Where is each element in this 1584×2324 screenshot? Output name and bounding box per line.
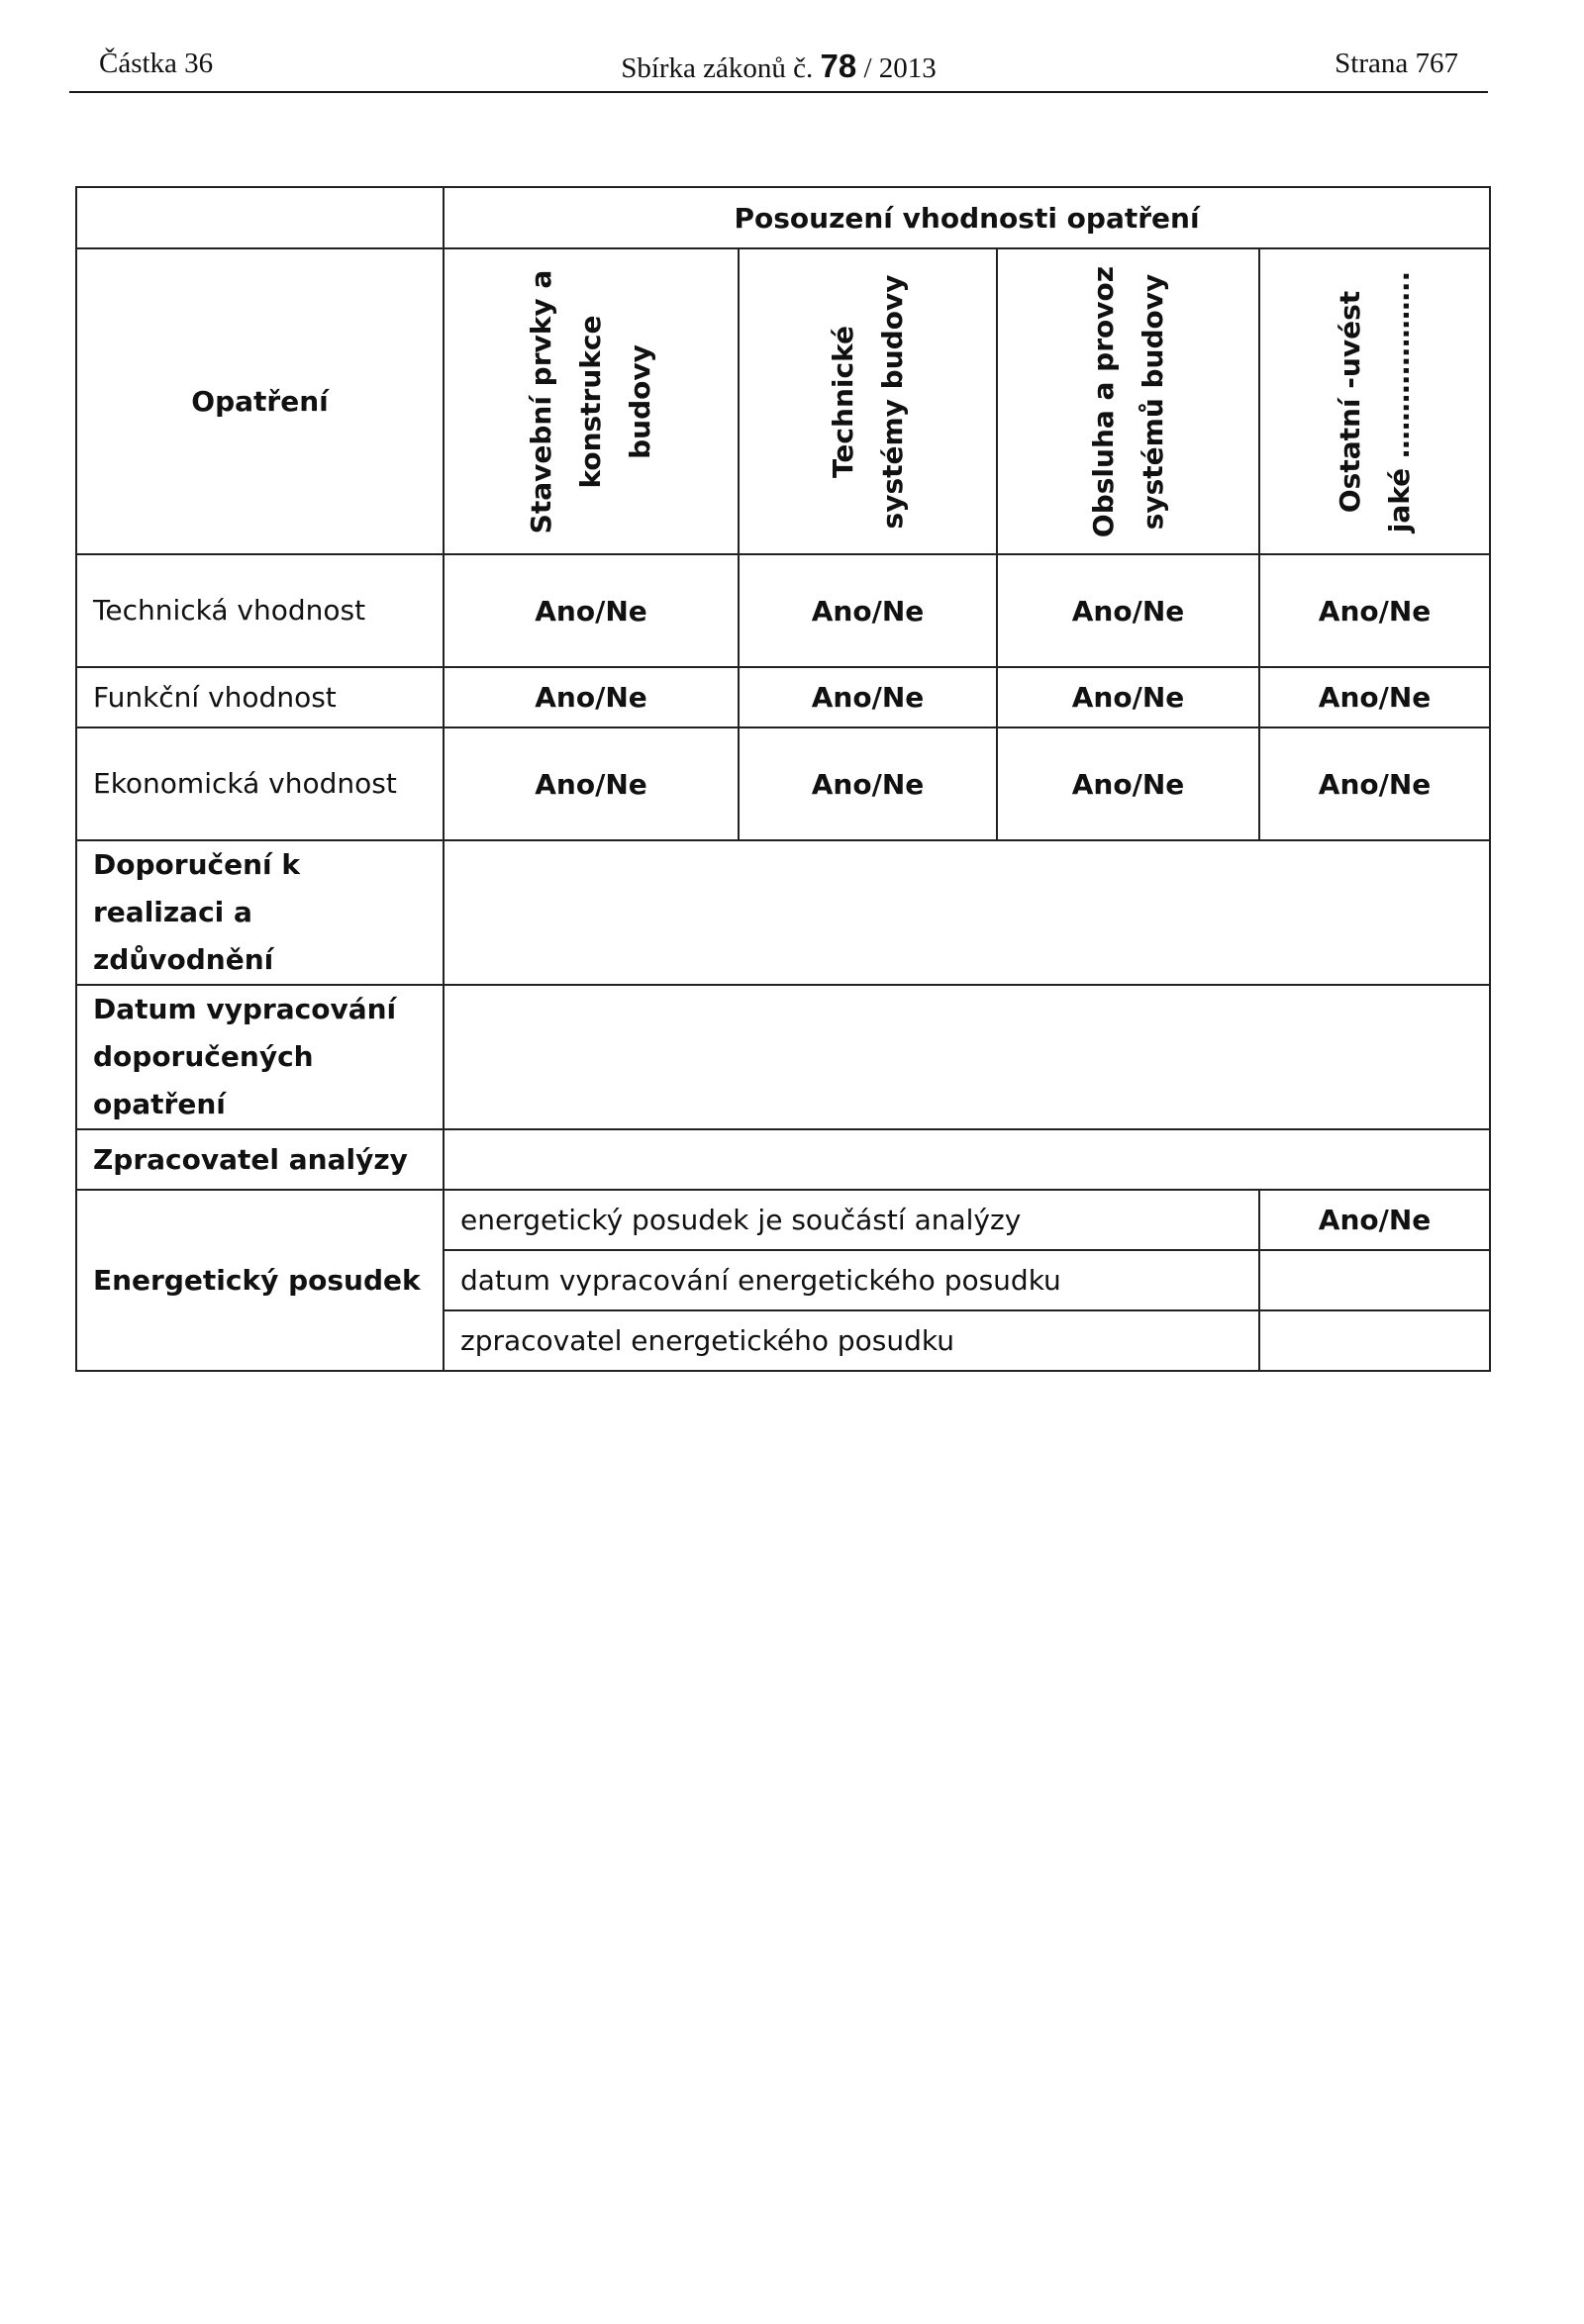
column-header-building-elements bbox=[444, 248, 739, 554]
answer-cell[interactable]: Ano/Ne bbox=[1259, 727, 1490, 840]
date-label: Datum vypracování doporučených opatření bbox=[76, 985, 444, 1129]
recommendation-label: Doporučení k realizaci a zdůvodnění bbox=[76, 840, 444, 985]
energy-row bbox=[76, 1190, 1490, 1250]
answer-cell[interactable]: Ano/Ne bbox=[739, 554, 997, 667]
group-header-row bbox=[76, 187, 1490, 248]
energy-item-value[interactable] bbox=[1259, 1250, 1490, 1310]
table-row bbox=[76, 727, 1490, 840]
answer-cell[interactable]: Ano/Ne bbox=[444, 727, 739, 840]
energy-item-text: energetický posudek je součástí analýzy bbox=[444, 1190, 1259, 1250]
collection-title-prefix: Sbírka zákonů č. bbox=[621, 52, 814, 84]
part-number: Částka 36 bbox=[99, 48, 214, 79]
energy-item-text: datum vypracování energetického posudku bbox=[444, 1250, 1259, 1310]
recommendation-field[interactable] bbox=[444, 840, 1490, 985]
energy-label: Energetický posudek bbox=[76, 1190, 444, 1371]
page-header bbox=[69, 48, 1488, 93]
assessment-table bbox=[75, 186, 1491, 1372]
row-label: Ekonomická vhodnost bbox=[76, 727, 444, 840]
group-title: Posouzení vhodnosti opatření bbox=[444, 187, 1490, 248]
processor-label: Zpracovatel analýzy bbox=[76, 1129, 444, 1190]
energy-item-value[interactable] bbox=[1259, 1310, 1490, 1371]
answer-cell[interactable]: Ano/Ne bbox=[997, 667, 1259, 727]
law-number: 78 bbox=[820, 48, 857, 84]
column-header-row bbox=[76, 248, 1490, 554]
column-header-text: Ostatní -uvést jaké ……………….. bbox=[1333, 270, 1416, 533]
processor-row bbox=[76, 1129, 1490, 1190]
date-row bbox=[76, 985, 1490, 1129]
table-row bbox=[76, 667, 1490, 727]
row-label: Funkční vhodnost bbox=[76, 667, 444, 727]
energy-item-text: zpracovatel energetického posudku bbox=[444, 1310, 1259, 1371]
page-number: Strana 767 bbox=[1335, 48, 1458, 79]
collection-year: / 2013 bbox=[863, 52, 937, 84]
recommendation-row bbox=[76, 840, 1490, 985]
answer-cell[interactable]: Ano/Ne bbox=[997, 554, 1259, 667]
answer-cell[interactable]: Ano/Ne bbox=[739, 727, 997, 840]
column-header-operation bbox=[997, 248, 1259, 554]
row-header-label: Opatření bbox=[76, 248, 444, 554]
table-row bbox=[76, 554, 1490, 667]
empty-corner-cell bbox=[76, 187, 444, 248]
answer-cell[interactable]: Ano/Ne bbox=[444, 667, 739, 727]
row-label: Technická vhodnost bbox=[76, 554, 444, 667]
answer-cell[interactable]: Ano/Ne bbox=[997, 727, 1259, 840]
answer-cell[interactable]: Ano/Ne bbox=[1259, 554, 1490, 667]
column-header-other bbox=[1259, 248, 1490, 554]
column-header-technical-systems bbox=[739, 248, 997, 554]
energy-item-value[interactable]: Ano/Ne bbox=[1259, 1190, 1490, 1250]
date-field[interactable] bbox=[444, 985, 1490, 1129]
collection-title bbox=[69, 48, 1488, 85]
column-header-text: Obsluha a provoz systémů budovy bbox=[1086, 265, 1169, 537]
column-header-text: Stavební prvky a konstrukce budovy bbox=[525, 269, 656, 533]
answer-cell[interactable]: Ano/Ne bbox=[739, 667, 997, 727]
answer-cell[interactable]: Ano/Ne bbox=[1259, 667, 1490, 727]
processor-field[interactable] bbox=[444, 1129, 1490, 1190]
answer-cell[interactable]: Ano/Ne bbox=[444, 554, 739, 667]
column-header-text: Technické systémy budovy bbox=[826, 274, 909, 529]
